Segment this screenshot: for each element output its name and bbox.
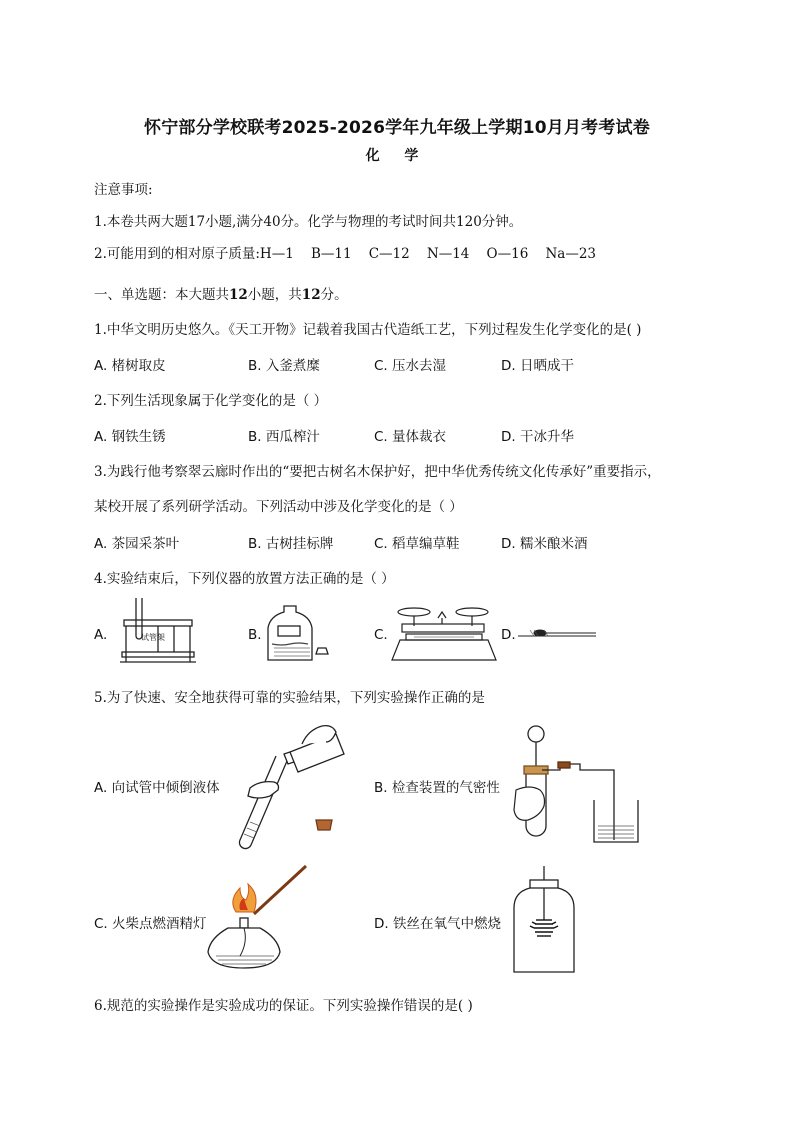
reagent-bottle-icon [266, 604, 336, 664]
airtightness-check-illustration [508, 722, 652, 848]
q5-option-b[interactable]: B. 检查装置的气密性 [374, 780, 500, 796]
alcohol-lamp-match-illustration [214, 862, 314, 974]
question-5-stem: 5.为了快速、安全地获得可靠的实验结果，下列实验操作正确的是 [94, 690, 485, 706]
pouring-liquid-illustration [232, 722, 352, 848]
subject-title: 化 学 [365, 148, 429, 164]
q2-option-b[interactable]: B. 西瓜榨汁 [248, 429, 320, 445]
section-score-count: 12 [301, 287, 321, 303]
question-1-stem: 1.中华文明历史悠久。《天工开物》记载着我国古代造纸工艺，下列过程发生化学变化的是( ) [94, 322, 642, 338]
q5-option-d[interactable]: D. 铁丝在氧气中燃烧 [374, 916, 501, 932]
q2-option-d[interactable]: D. 干冰升华 [501, 429, 574, 445]
q2-option-c[interactable]: C. 量体裁衣 [374, 429, 447, 445]
question-6-stem: 6.规范的实验操作是实验成功的保证。下列实验操作错误的是( ) [94, 998, 473, 1014]
section-heading [94, 283, 348, 303]
q3-option-a[interactable]: A. 茶园采茶叶 [94, 536, 180, 552]
q3-option-c[interactable]: C. 稻草编草鞋 [374, 536, 460, 552]
rack-label: 试管架 [141, 633, 165, 642]
q4-option-d[interactable]: D. [501, 627, 516, 643]
question-4-stem: 4.实验结束后，下列仪器的放置方法正确的是（ ） [94, 571, 395, 587]
notice-item-2: 2.可能用到的相对原子质量:H—1 B—11 C—12 N—14 O—16 Na—23 [94, 246, 596, 262]
exam-title: 怀宁部分学校联考2025-2026学年九年级上学期10月月考考试卷 [144, 118, 650, 138]
notice-item-1: 1.本卷共两大题17小题,满分40分。化学与物理的考试时间共120分钟。 [94, 214, 523, 230]
q1-option-d[interactable]: D. 日晒成干 [501, 358, 574, 374]
balance-scale-icon [394, 604, 498, 666]
section-suffix: 分。 [320, 287, 348, 303]
test-tube-rack-icon [118, 598, 198, 666]
section-prefix: 一、单选题：本大题共 [94, 287, 229, 303]
q1-option-a[interactable]: A. 楮树取皮 [94, 358, 166, 374]
question-3-stem: 3.为践行他考察翠云廊时作出的“要把古树名木保护好，把中华优秀传统文化传承好”重要指示， [94, 464, 661, 480]
iron-wire-combustion-illustration [510, 866, 580, 976]
q1-option-b[interactable]: B. 入釜煮糜 [248, 358, 320, 374]
q2-option-a[interactable]: A. 钢铁生锈 [94, 429, 166, 445]
q5-option-a[interactable]: A. 向试管中倾倒液体 [94, 780, 220, 796]
section-mid: 小题，共 [247, 287, 302, 303]
notice-heading: 注意事项: [94, 182, 153, 198]
question-3-stem-cont: 某校开展了系列研学活动。下列活动中涉及化学变化的是（ ） [94, 499, 463, 515]
q1-option-c[interactable]: C. 压水去湿 [374, 358, 447, 374]
q4-option-a[interactable]: A. [94, 627, 108, 643]
q4-option-b[interactable]: B. [248, 627, 262, 643]
test-tube-brush-icon [518, 626, 598, 642]
q4-option-c[interactable]: C. [374, 627, 388, 643]
section-question-count: 12 [229, 287, 248, 303]
q5-option-c[interactable]: C. 火柴点燃酒精灯 [94, 916, 207, 932]
q3-option-d[interactable]: D. 糯米酿米酒 [501, 536, 588, 552]
q3-option-b[interactable]: B. 古树挂标牌 [248, 536, 334, 552]
question-2-stem: 2.下列生活现象属于化学变化的是（ ） [94, 393, 328, 409]
